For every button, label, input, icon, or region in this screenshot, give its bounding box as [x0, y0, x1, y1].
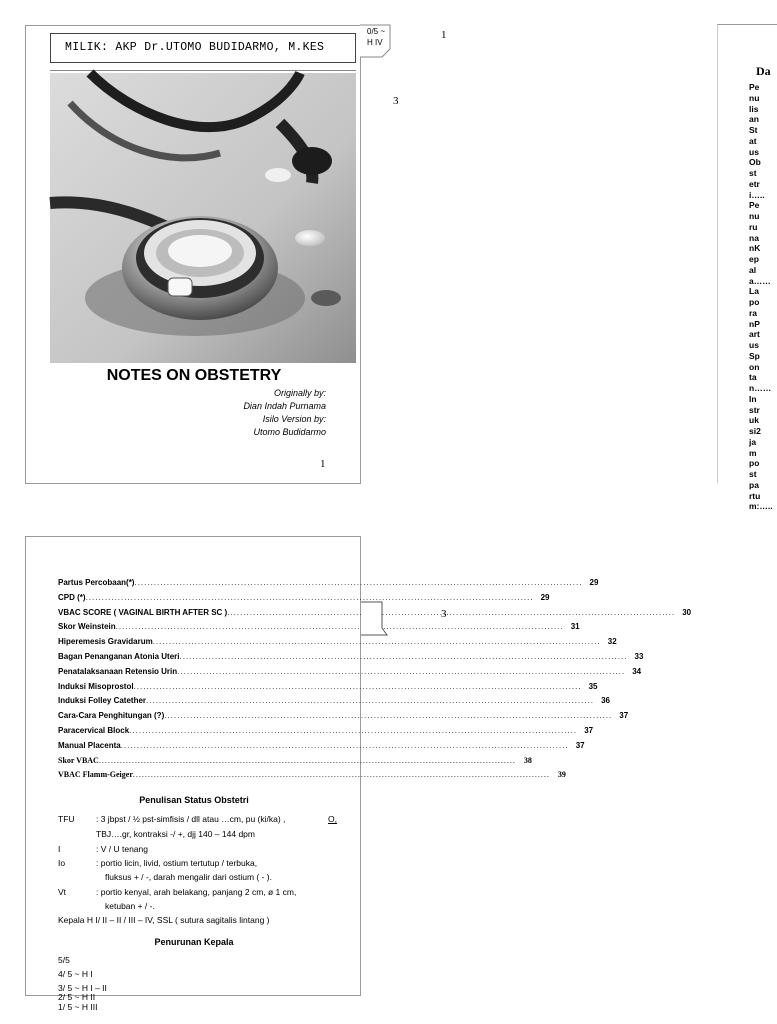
cover-divider [50, 70, 356, 71]
toc-item[interactable]: Manual Placenta ..... 37 [58, 741, 340, 750]
credit-line: Isilo Version by: [262, 414, 326, 424]
corner-note: 0/5 ~ [367, 27, 386, 36]
text-line: I : V / U tenang [58, 844, 148, 854]
credit-line: Originally by: [273, 388, 326, 398]
page-fold-tab [361, 602, 387, 636]
toc-item[interactable]: VBAC Flamm-Geiger ..... 39 [58, 770, 340, 779]
text-line: TBJ….gr, kontraksi -/ +, djj 140 – 144 dpm [96, 829, 255, 839]
page-heading: Da [756, 64, 771, 78]
book-title: NOTES ON OBSTETRY [106, 367, 282, 384]
toc-item[interactable]: Paracervical Block ..... 37 [58, 726, 340, 735]
text-line: 5/5 [58, 955, 70, 965]
toc-item[interactable]: Cara-Cara Penghitungan (?) ..... 37 [58, 711, 340, 720]
stethoscope-image [50, 73, 356, 363]
corner-note: H IV [367, 38, 383, 47]
toc-item[interactable]: CPD (*) ..... 29 [58, 593, 340, 602]
text-line: ketuban + / -. [105, 901, 155, 911]
text-line: Io : portio licin, livid, ostium tertutup / terbuka, [58, 858, 258, 868]
section-heading: Penurunan Kepala [154, 937, 234, 947]
toc-item[interactable]: Skor VBAC ..... 38 [58, 756, 340, 765]
stethoscope-photo [50, 73, 356, 363]
text-line: 2/ 5 ~ H II [58, 992, 96, 1002]
text-line: fluksus + / -, darah mengalir dari ostium ( - ). [105, 872, 272, 882]
vertical-contents-text: PenulisanStatusObstetri…..PenurunanKepala……LaporanPartusSpontan……Instruksi2jampostpartum:….. [749, 82, 773, 512]
right-page [717, 24, 777, 483]
toc-item[interactable]: Partus Percobaan(*) ..... 29 [58, 578, 340, 587]
section-heading: Penulisan Status Obstetri [139, 795, 249, 805]
toc-item[interactable]: Induksi Misoprostol ..... 35 [58, 682, 340, 691]
contents-page [25, 536, 692, 1012]
text-line: Vt : portio kenyal, arah belakang, panjang 2 cm, ø 1 cm, [58, 887, 297, 897]
gutter-number: 3 [441, 608, 447, 620]
toc-item[interactable]: Induksi Folley Catether ..... 36 [58, 696, 340, 705]
owner-label: MILIK: AKP Dr.UTOMO BUDIDARMO, M.KES [50, 33, 356, 63]
credit-line: Utomo Budidarmo [253, 427, 326, 437]
page-number: 1 [320, 458, 326, 470]
credit-line: Dian Indah Purnama [243, 401, 326, 411]
gutter-number: 1 [441, 29, 447, 41]
gutter-number: 3 [393, 95, 399, 107]
toc-item[interactable]: Penatalaksanaan Retensio Urin ..... 34 [58, 667, 340, 676]
cover-page [25, 25, 361, 484]
toc-item[interactable]: VBAC SCORE ( VAGINAL BIRTH AFTER SC ) ..... 30 [58, 608, 340, 617]
text-line: O, [328, 814, 337, 824]
text-line: Kepala H I/ II – II / III – IV, SSL ( sutura sagitalis lintang ) [58, 915, 270, 925]
toc-item[interactable]: Skor Weinstein ..... 31 [58, 622, 340, 631]
text-line: TFU : 3 jbpst / ½ pst-simfisis / dll atau …cm, pu (ki/ka) , [58, 814, 286, 824]
text-line: 1/ 5 ~ H III [58, 1002, 98, 1012]
toc-item[interactable]: Bagan Penanganan Atonia Uteri ..... 33 [58, 652, 340, 661]
text-line: 3/ 5 ~ H I – II [58, 983, 107, 993]
toc-item[interactable]: Hiperemesis Gravidarum ..... 32 [58, 637, 340, 646]
text-line: 4/ 5 ~ H I [58, 969, 93, 979]
